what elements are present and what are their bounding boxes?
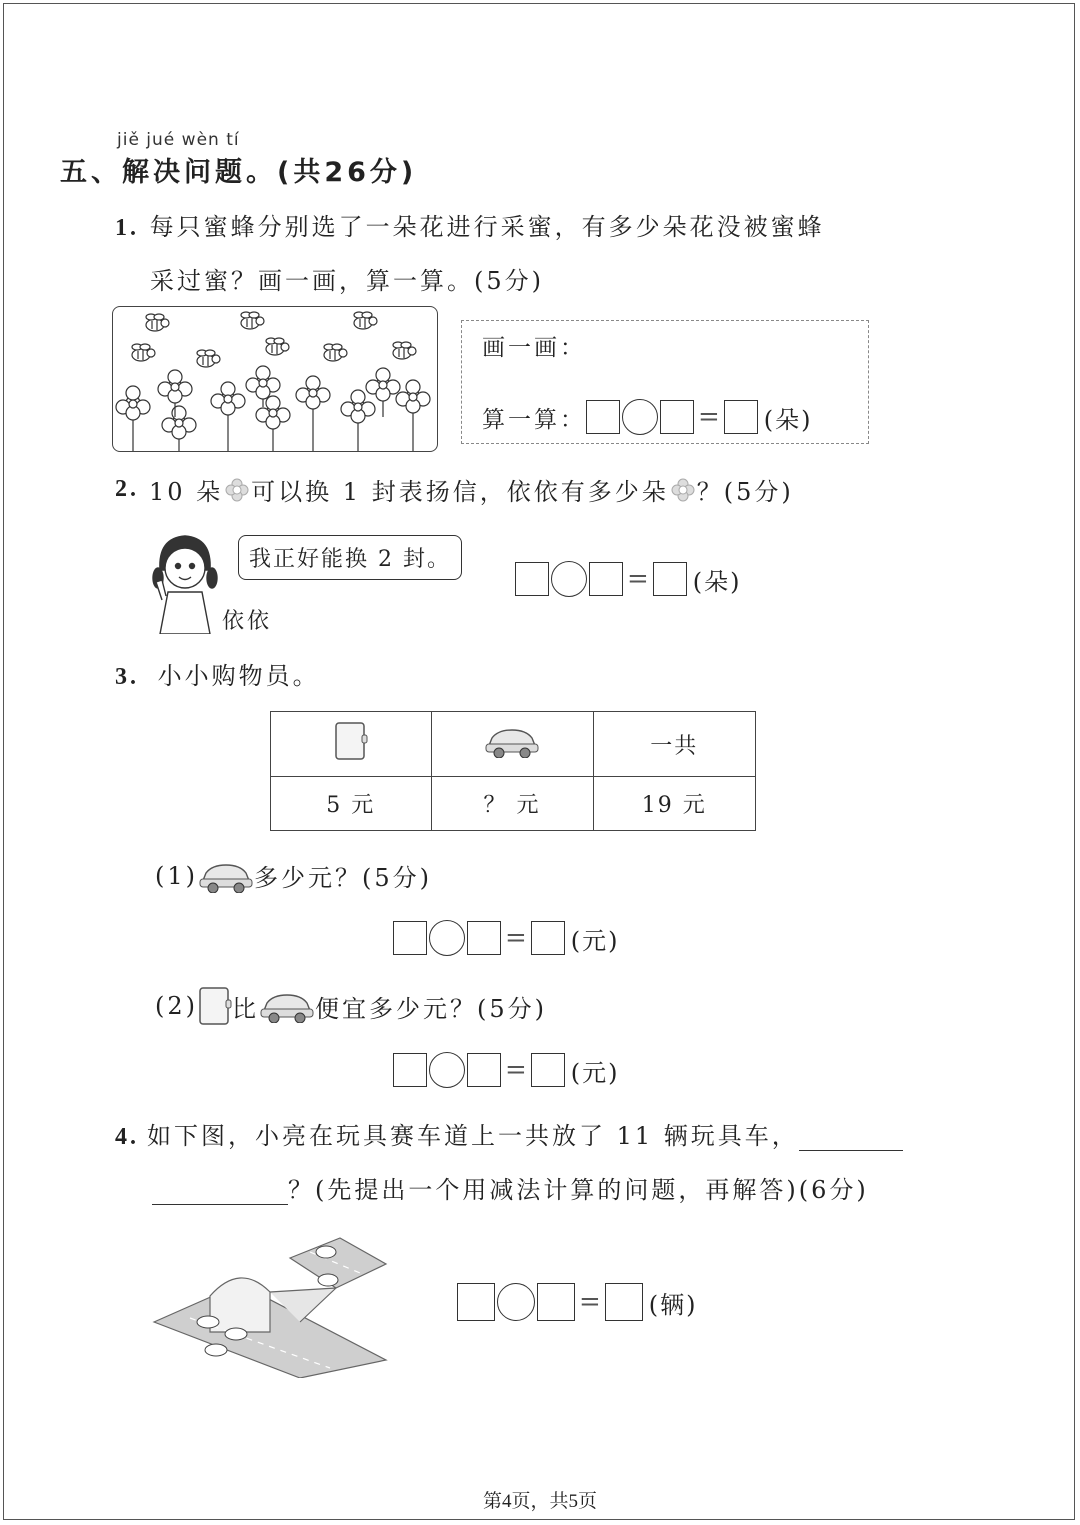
answer-box-2[interactable]: [467, 921, 501, 955]
notebook-icon: [198, 986, 232, 1026]
q1-number: 1.: [115, 215, 139, 241]
section-title: 五、解决问题。(共26分): [60, 157, 418, 188]
answer-box-result[interactable]: [653, 562, 687, 596]
girl-yiyi-illustration: [150, 530, 220, 634]
price-total: 19 元: [593, 777, 755, 831]
q1-line1: [115, 207, 825, 242]
section-pinyin: jiě jué wèn tí: [117, 130, 240, 150]
q3-sub2-equation: [393, 1052, 620, 1088]
q2-text-part2: 可以换 1 封表扬信，依依有多少朵: [251, 478, 669, 506]
toy-car-on-track: [197, 1316, 219, 1328]
sub1-suffix: 多少元？(5分): [254, 864, 432, 892]
q1-answer-box: [461, 320, 869, 444]
operator-circle[interactable]: [497, 1283, 535, 1321]
operator-circle[interactable]: [622, 399, 658, 435]
answer-box-2[interactable]: [660, 400, 694, 434]
operator-circle[interactable]: [429, 1052, 465, 1088]
speech-bubble: 我正好能换 2 封。: [238, 535, 462, 580]
cell-notebook: [271, 712, 432, 777]
sub2-suffix: 便宜多少元？(5分): [315, 994, 547, 1023]
q3-sub2-line: [155, 986, 547, 1026]
toy-car-on-track: [316, 1246, 336, 1258]
answer-box-1[interactable]: [393, 1053, 427, 1087]
toy-car-on-track: [205, 1344, 227, 1356]
notebook-icon: [334, 721, 368, 761]
bee-icon: [324, 344, 347, 361]
small-flower-icon: [671, 478, 695, 502]
q2-line: [115, 472, 794, 507]
toy-car-on-track: [318, 1274, 338, 1286]
bee-flower-illustration: [112, 306, 438, 452]
sub2-prefix: (2): [155, 992, 198, 1020]
cell-total-header: 一共: [593, 712, 755, 777]
q4-blank-2[interactable]: [152, 1174, 288, 1205]
answer-box-result[interactable]: [724, 400, 758, 434]
draw-label: 画一画：: [482, 335, 586, 361]
calc-label: 算一算：: [482, 406, 586, 433]
operator-circle[interactable]: [429, 920, 465, 956]
answer-box-2[interactable]: [467, 1053, 501, 1087]
q3-title: 小小购物员。: [157, 662, 320, 690]
price-table: [270, 711, 756, 831]
q1-text-line2: 采过蜜？画一画，算一算。(5分): [150, 267, 544, 295]
equals-sign: =: [505, 1055, 527, 1085]
unit-label: (元): [570, 1058, 620, 1087]
q2-number: 2.: [115, 476, 139, 502]
q4-line2: [152, 1170, 869, 1205]
toy-car-icon: [198, 859, 254, 893]
small-flower-icon: [225, 478, 249, 502]
sub2-mid: 比: [232, 994, 259, 1023]
answer-box-result[interactable]: [605, 1283, 643, 1321]
equals-sign: =: [505, 923, 527, 953]
unit-label: (朵): [692, 567, 742, 596]
answer-box-1[interactable]: [586, 400, 620, 434]
bee-icon: [241, 312, 264, 329]
toy-car-icon: [484, 724, 540, 758]
q4-text-line2: ？(先提出一个用减法计算的问题，再解答)(6分): [288, 1176, 869, 1204]
price-car: ？ 元: [431, 777, 593, 831]
q4-blank-1[interactable]: [799, 1120, 903, 1151]
q4-equation: [457, 1283, 698, 1321]
flower-icon: [158, 370, 192, 417]
answer-box-1[interactable]: [515, 562, 549, 596]
bee-icon: [132, 344, 155, 361]
answer-box-1[interactable]: [393, 921, 427, 955]
flower-icon: [162, 406, 196, 451]
q4-number: 4.: [115, 1124, 139, 1150]
bee-icon: [266, 338, 289, 355]
answer-box-1[interactable]: [457, 1283, 495, 1321]
unit-label: (辆): [648, 1290, 698, 1319]
equals-sign: =: [579, 1287, 601, 1317]
sub1-prefix: (1): [155, 861, 198, 890]
cell-car: [431, 712, 593, 777]
operator-circle[interactable]: [551, 561, 587, 597]
q1-text-line1: 每只蜜蜂分别选了一朵花进行采蜜，有多少朵花没被蜜蜂: [149, 213, 825, 241]
equals-sign: =: [698, 402, 720, 432]
answer-box-result[interactable]: [531, 921, 565, 955]
q3-sub1-equation: [393, 920, 620, 956]
toy-car-icon: [259, 989, 315, 1023]
bee-icon: [354, 312, 377, 329]
unit-label: (元): [570, 926, 620, 955]
equals-sign: =: [627, 564, 649, 594]
answer-box-2[interactable]: [537, 1283, 575, 1321]
q2-text-part3: ？(5分): [696, 478, 794, 506]
q3-number: 3.: [115, 664, 139, 690]
page-footer: 第4页，共5页: [482, 1491, 597, 1512]
table-row-items: [271, 712, 756, 777]
answer-box-2[interactable]: [589, 562, 623, 596]
toy-car-on-track: [225, 1328, 247, 1340]
q2-text-part1: 10 朵: [149, 478, 224, 506]
flower-icon: [211, 382, 245, 451]
q4-text-line1: 如下图，小亮在玩具赛车道上一共放了 11 辆玩具车，: [147, 1122, 799, 1150]
price-notebook: 5 元: [271, 777, 432, 831]
flower-icon: [341, 390, 375, 451]
flower-icon: [116, 386, 150, 451]
flower-icon: [396, 380, 430, 451]
bee-icon: [393, 342, 416, 359]
unit-label: (朵): [763, 405, 813, 434]
bees-and-flowers-drawing: [113, 307, 437, 451]
race-track-illustration: [150, 1232, 390, 1378]
flower-icon: [296, 376, 330, 451]
table-row-prices: [271, 777, 756, 831]
flower-icon: [256, 396, 290, 451]
q1-equation: [482, 399, 813, 435]
q3-sub1-line: [155, 858, 432, 893]
girl-name: 依依: [222, 609, 273, 634]
q2-equation: [515, 561, 742, 597]
q3-line: [115, 656, 320, 691]
q4-line1: [115, 1116, 903, 1151]
bee-icon: [197, 350, 220, 367]
answer-box-result[interactable]: [531, 1053, 565, 1087]
bee-icon: [146, 314, 169, 331]
